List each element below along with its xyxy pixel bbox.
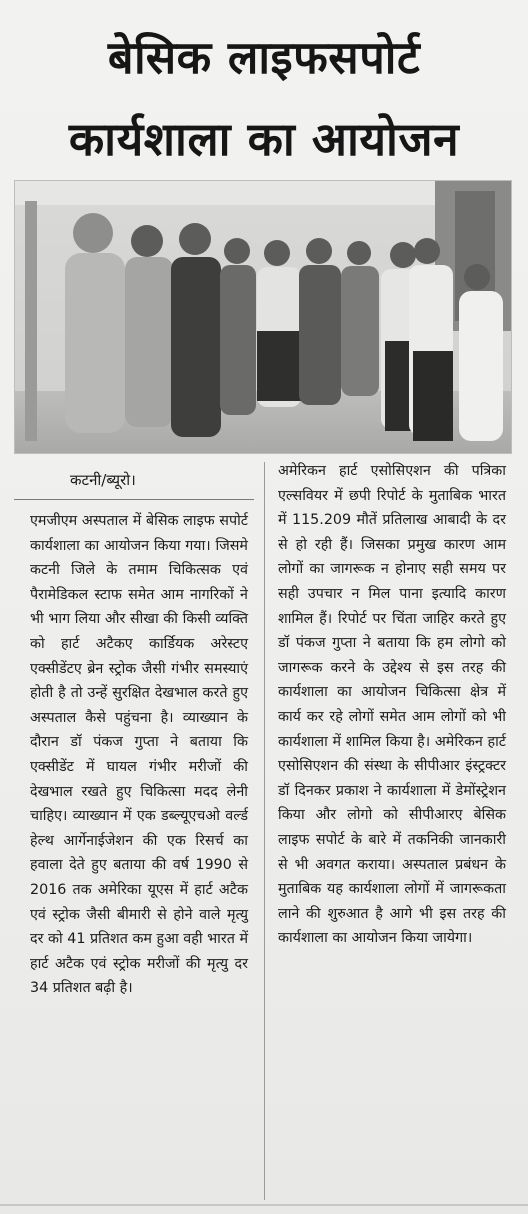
article-right-column: अमेरिकन हार्ट एसोसिएशन की पत्रिका एल्सवियर में छपी रिपोर्ट के मुताबिक भारत में 115.209 मौतें प्रतिलाख आबादी के दर से हो रही हैं। जिसका प्रमुख कारण आम लोगों का जागरूक न होनाए सही समय पर सही उपचार न मिल पाना इत्यादि कारण शामिल हैं। रिपोर्ट पर चिंता जाहिर करते हुए डॉ पंकज गुप्ता ने बताया कि हम लोगो को जागरूक करने के उद्देश्य से इस तरह की कार्यशाला का आयोजन चिकित्सा क्षेत्र में कार्य कर रहे लोगों समेत आम लोगों को भी कार्यशाला में शामिल किया है। अमेरिकन हार्ट एसोसिएशन की संस्था के सीपीआर इंस्ट्रक्टर डॉ दिनकर प्रकाश ने कार्यशाला में डेमोंस्ट्रेशन किया और लोगो को सीपीआरए बेसिक लाइफ सपोर्ट के बारे में तकनिकी जानकारी से भी अवगत कराया। अस्पताल प्रबंधन के मुताबिक यह कार्यशाला लोगों में जागरूकता लाने की शुरुआत है आगे भी इस तरह की कार्यशाला का आयोजन किया जायेगा।: [278, 463, 506, 947]
dateline-divider: [14, 499, 254, 500]
group-photo: [14, 180, 512, 454]
page-bottom-edge: [0, 1204, 528, 1206]
dateline: कटनी/ब्यूरो।: [70, 471, 136, 489]
article-left-column: एमजीएम अस्पताल में बेसिक लाइफ सपोर्ट कार्यशाला का आयोजन किया गया। जिसमे कटनी जिले के तमाम चिकित्सक एवं पैरामेडिकल स्टाफ समेत आम नागरिकों ने भी भाग लिया और सीखा की किसी व्यक्ति को हार्ट अटैकए कार्डियक अरेस्टए एक्सीडेंटए ब्रेन स्ट्रोक जैसी गंभीर समस्याएं होती है तो उन्हें सुरक्षित देखभाल करते हुए अस्पताल कैसे पहुंचना है। व्याख्यान के दौरान डॉ पंकज गुप्ता ने बताया कि एक्सीडेंट में घायल गंभीर मरीजों की देखभाल रखते हुए चिकित्सा मदद लेनी चाहिए। व्याख्यान में एक डब्ल्यूएचओ वर्ल्ड हेल्थ आर्गेनाईजेशन की एक रिसर्च का हवाला देते हुए बताया की वर्ष 1990 से 2016 तक अमेरिका यूएस में हार्ट अटैक एवं स्ट्रोक जैसी बीमारी से होने वाले मृत्यु दर को 41 प्रतिशत कम हुआ वही भारत में हार्ट अटैक एवं स्ट्रोक मरीजों की मृत्यु दर 34 प्रतिशत बढ़ी है।: [30, 513, 248, 997]
column-divider: [264, 462, 265, 1200]
headline-line-1: बेसिक लाइफसपोर्ट: [107, 31, 421, 84]
headline-line-2: कार्यशाला का आयोजन: [68, 112, 460, 166]
group-photo-illustration: [15, 181, 511, 453]
